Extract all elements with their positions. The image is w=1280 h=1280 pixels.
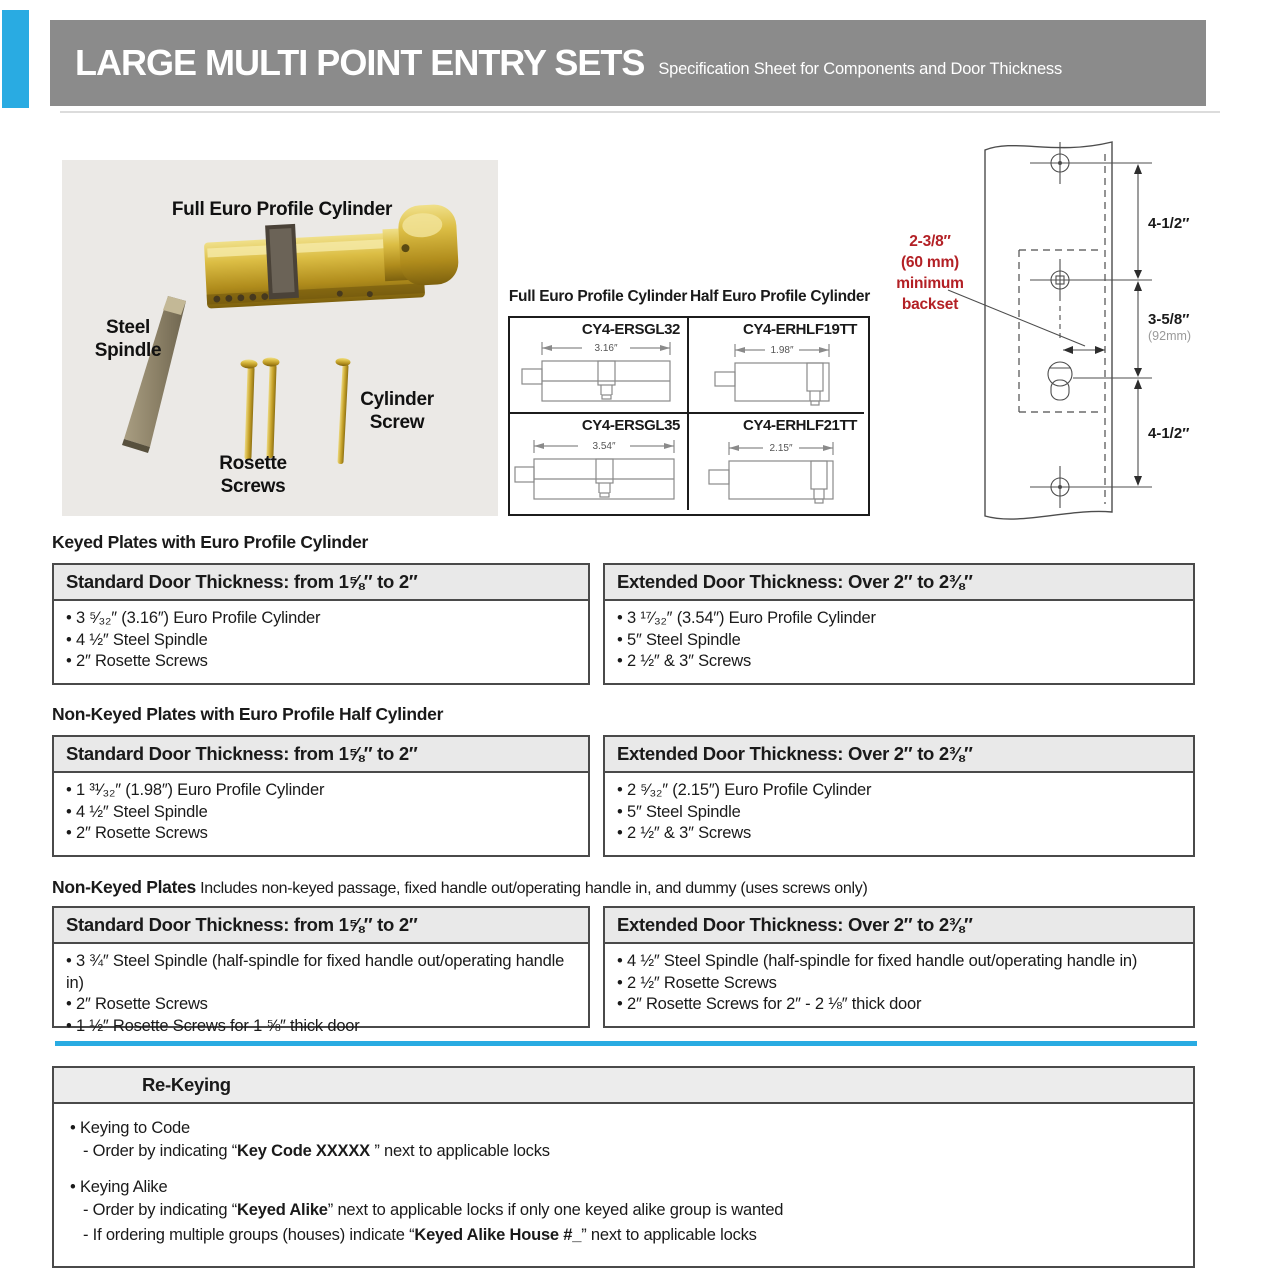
part-number: CY4-ERSGL35 bbox=[581, 417, 680, 434]
spec-item: • 3 ⁵⁄₃₂″ (3.16″) Euro Profile Cylinder bbox=[66, 608, 576, 630]
spec-list bbox=[605, 601, 1193, 680]
spec-item: • 5″ Steel Spindle bbox=[617, 630, 1181, 652]
svg-text:4-1/2″: 4-1/2″ bbox=[1148, 215, 1190, 232]
rekeying-instruction bbox=[83, 1139, 1177, 1164]
instruction-text: - Order by indicating “ bbox=[83, 1201, 238, 1219]
accent-bar bbox=[2, 10, 29, 108]
rosette-screws-photo bbox=[240, 357, 279, 460]
backset-note-line: (60 mm) bbox=[900, 254, 960, 271]
spec-item: • 3 ¹⁷⁄₃₂″ (3.54″) Euro Profile Cylinder bbox=[617, 608, 1181, 630]
rekeying-item-label: • Keying to Code bbox=[70, 1117, 1177, 1139]
section-title: Non-Keyed Plates with Euro Profile Half Cylinder bbox=[52, 704, 444, 724]
half-cylinder-drawing bbox=[691, 338, 863, 410]
spec-item: • 2″ Rosette Screws for 2″ - 2 ⅛″ thick door bbox=[617, 994, 1181, 1016]
half-cylinder-drawing bbox=[691, 436, 863, 508]
spec-item: • 1 ³¹⁄₃₂″ (1.98″) Euro Profile Cylinder bbox=[66, 780, 576, 802]
rosette-screws-label: Rosette Screws bbox=[219, 453, 287, 498]
page-subtitle: Specification Sheet for Components and Door Thickness bbox=[658, 59, 1063, 78]
part-number: CY4-ERHLF21TT bbox=[743, 417, 857, 434]
section-heading-nonkeyed bbox=[52, 877, 867, 898]
backset-note-line: 2-3/8″ bbox=[909, 233, 951, 250]
box-title: Standard Door Thickness: from 1⅝″ to 2″ bbox=[54, 737, 588, 773]
rekeying-box bbox=[52, 1066, 1195, 1268]
box-title: Extended Door Thickness: Over 2″ to 2⅜″ bbox=[605, 908, 1193, 944]
cell-half-cylinder-19 bbox=[689, 318, 864, 414]
backset-note-line: backset bbox=[901, 296, 959, 313]
components-photo-panel bbox=[62, 160, 498, 516]
page-header bbox=[50, 20, 1206, 106]
rekeying-item-label: • Keying Alike bbox=[70, 1176, 1177, 1198]
box-title: Standard Door Thickness: from 1⅝″ to 2″ bbox=[54, 908, 588, 944]
spec-item: • 2 ⁵⁄₃₂″ (2.15″) Euro Profile Cylinder bbox=[617, 780, 1181, 802]
backset-note bbox=[862, 231, 998, 315]
cylinder-hole bbox=[1048, 362, 1152, 400]
spec-item: • 4 ½″ Steel Spindle bbox=[66, 630, 576, 652]
full-cylinder-label: Full Euro Profile Cylinder bbox=[171, 199, 393, 220]
nonkeyed-standard-box bbox=[52, 906, 590, 1035]
svg-text:1.98″: 1.98″ bbox=[770, 345, 794, 356]
header-underline bbox=[60, 111, 1220, 113]
spec-item: • 4 ½″ Steel Spindle bbox=[66, 802, 576, 824]
spec-item: • 2″ Rosette Screws bbox=[66, 994, 576, 1016]
rekeying-instruction bbox=[83, 1198, 1177, 1223]
instruction-text: ” next to applicable locks if only one keyed alike group is wanted bbox=[327, 1201, 784, 1219]
spec-list bbox=[605, 944, 1193, 1023]
cell-full-cylinder-35 bbox=[510, 414, 689, 510]
section-note: Includes non-keyed passage, fixed handle out/operating handle in, and dummy (uses screws only) bbox=[196, 880, 868, 897]
spec-list bbox=[54, 773, 588, 852]
blue-divider bbox=[55, 1041, 1197, 1046]
section-heading-nonkeyed-half bbox=[52, 704, 443, 725]
spindle-screw-hole bbox=[1030, 259, 1152, 342]
instruction-keyword: Keyed Alike bbox=[237, 1201, 328, 1219]
full-cylinder-drawing bbox=[512, 338, 684, 410]
top-screw-hole bbox=[1030, 142, 1152, 184]
instruction-keyword: Key Code XXXXX bbox=[237, 1142, 370, 1160]
spec-list bbox=[54, 601, 588, 680]
instruction-text: - Order by indicating “ bbox=[83, 1142, 238, 1160]
spec-item: • 3 ¾″ Steel Spindle (half-spindle for fixed handle out/operating handle in) bbox=[66, 951, 576, 994]
box-title: Standard Door Thickness: from 1⅝″ to 2″ bbox=[54, 565, 588, 601]
spec-item: • 2 ½″ & 3″ Screws bbox=[617, 651, 1181, 673]
spec-item: • 2″ Rosette Screws bbox=[66, 823, 576, 845]
cylinder-screw-label: Cylinder Screw bbox=[360, 389, 434, 434]
svg-text:2.15″: 2.15″ bbox=[769, 443, 793, 454]
cylinder-part-table bbox=[508, 316, 870, 516]
backset-note-line: minimum bbox=[896, 275, 964, 292]
svg-text:3-5/8″: 3-5/8″ bbox=[1148, 311, 1190, 328]
keyed-standard-box bbox=[52, 563, 590, 685]
instruction-text: ” next to applicable locks bbox=[369, 1142, 550, 1160]
spec-item: • 1 ½″ Rosette Screws for 1 ⅝″ thick door bbox=[66, 1016, 576, 1038]
svg-text:3.16″: 3.16″ bbox=[594, 343, 618, 354]
spec-item: • 2″ Rosette Screws bbox=[66, 651, 576, 673]
box-title: Extended Door Thickness: Over 2″ to 2⅜″ bbox=[605, 565, 1193, 601]
keyed-extended-box bbox=[603, 563, 1195, 685]
spec-item: • 2 ½″ Rosette Screws bbox=[617, 973, 1181, 995]
instruction-keyword: Keyed Alike House #_ bbox=[414, 1226, 582, 1244]
cell-full-cylinder-32 bbox=[510, 318, 689, 414]
rekeying-instruction bbox=[83, 1223, 1177, 1248]
door-prep-diagram bbox=[860, 128, 1220, 533]
part-number: CY4-ERSGL32 bbox=[581, 321, 680, 338]
spec-list bbox=[54, 944, 588, 1044]
nonkeyed-half-standard-box bbox=[52, 735, 590, 857]
spec-item: • 4 ½″ Steel Spindle (half-spindle for fixed handle out/operating handle in) bbox=[617, 951, 1181, 973]
bottom-screw-hole bbox=[1030, 466, 1152, 508]
instruction-text: - If ordering multiple groups (houses) indicate “ bbox=[83, 1226, 415, 1244]
svg-text:(92mm): (92mm) bbox=[1148, 329, 1192, 343]
column-header-full-cylinder: Full Euro Profile Cylinder bbox=[508, 288, 688, 305]
steel-spindle-label: Steel Spindle bbox=[94, 317, 162, 362]
part-number: CY4-ERHLF19TT bbox=[743, 321, 857, 338]
spec-list bbox=[605, 773, 1193, 852]
instruction-text: ” next to applicable locks bbox=[581, 1226, 757, 1244]
rekeying-body bbox=[54, 1104, 1193, 1261]
full-cylinder-drawing bbox=[512, 436, 684, 508]
section-title: Non-Keyed Plates bbox=[52, 877, 196, 897]
spec-item: • 5″ Steel Spindle bbox=[617, 802, 1181, 824]
nonkeyed-half-extended-box bbox=[603, 735, 1195, 857]
rekeying-title: Re-Keying bbox=[54, 1068, 1193, 1104]
page-title: LARGE MULTI POINT ENTRY SETS bbox=[75, 42, 645, 83]
column-header-half-cylinder: Half Euro Profile Cylinder bbox=[690, 288, 870, 305]
cell-half-cylinder-21 bbox=[689, 414, 864, 510]
svg-text:4-1/2″: 4-1/2″ bbox=[1148, 425, 1190, 442]
section-heading-keyed-plates bbox=[52, 532, 368, 553]
box-title: Extended Door Thickness: Over 2″ to 2⅜″ bbox=[605, 737, 1193, 773]
nonkeyed-extended-box bbox=[603, 906, 1195, 1028]
spec-item: • 2 ½″ & 3″ Screws bbox=[617, 823, 1181, 845]
svg-text:3.54″: 3.54″ bbox=[592, 441, 616, 452]
vertical-dimensions bbox=[1134, 164, 1191, 486]
section-title: Keyed Plates with Euro Profile Cylinder bbox=[52, 532, 369, 552]
